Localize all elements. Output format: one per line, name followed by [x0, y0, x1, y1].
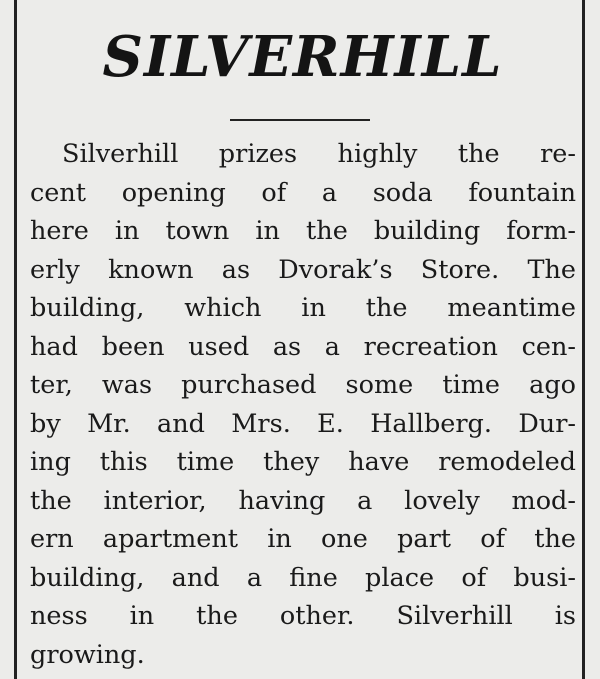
article-line: ing this time they have remodeled [30, 447, 576, 477]
article-line: the interior, having a lovely mod- [30, 485, 576, 516]
article-line: cent opening of a soda fountain [30, 177, 576, 208]
article-line: by Mr. and Mrs. E. Hallberg. Dur- [30, 408, 576, 439]
article-line: ern apartment in one part of the [30, 524, 576, 554]
article-line: erly known as Dvorak’s Store. The [30, 254, 576, 285]
article-line: Silverhill prizes highly the re- [62, 139, 576, 169]
article-body [30, 135, 576, 674]
article-line: building, and a fine place of busi- [30, 562, 576, 593]
article-line: had been used as a recreation cen- [30, 331, 576, 362]
article-line: ter, was purchased some time ago [30, 370, 576, 400]
headline-divider [230, 119, 370, 121]
article-line: building, which in the meantime [30, 293, 576, 323]
article-line: here in town in the building form- [30, 216, 576, 246]
article-line: ness in the other. Silverhill is [30, 601, 576, 631]
article-line: growing. [30, 639, 145, 670]
article-headline: SILVERHILL [102, 24, 503, 90]
column-rule-left [14, 0, 17, 679]
column-rule-right [582, 0, 585, 679]
